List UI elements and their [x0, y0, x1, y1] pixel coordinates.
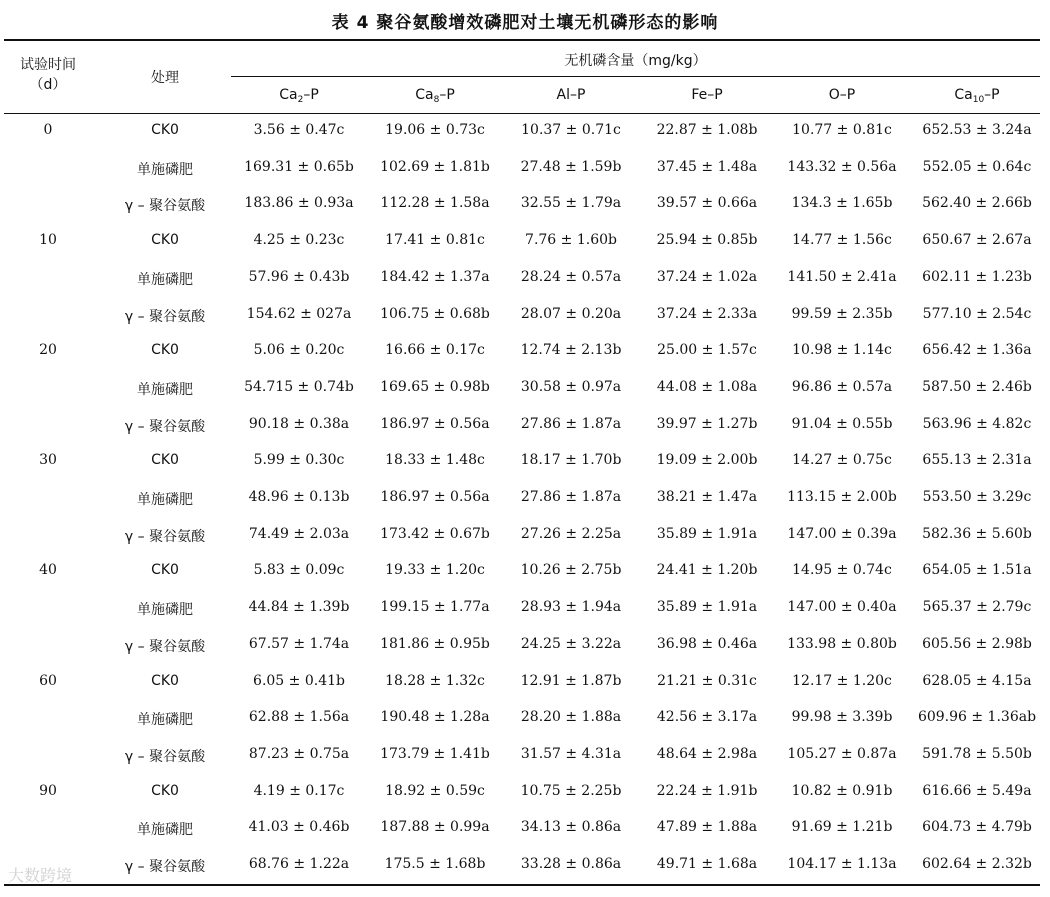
table-row [0, 297, 1050, 334]
value-cell: 74.49 ± 2.03a [248, 525, 350, 542]
value-cell: 652.53 ± 3.24a [922, 122, 1032, 138]
value-cell: 17.41 ± 0.81c [385, 232, 485, 249]
value-cell: 184.42 ± 1.37a [380, 268, 490, 285]
table-row [0, 407, 1050, 444]
value-cell: 656.42 ± 1.36a [922, 342, 1032, 359]
value-cell: 143.32 ± 0.56a [787, 158, 897, 175]
table-row [0, 664, 1050, 701]
value-cell: 3.56 ± 0.47c [253, 122, 345, 138]
value-cell: 105.27 ± 0.87a [787, 745, 897, 762]
value-cell: 33.28 ± 0.86a [520, 856, 622, 872]
value-cell: 19.33 ± 1.20c [385, 562, 485, 579]
table-row [0, 700, 1050, 737]
value-cell: 22.24 ± 1.91b [656, 782, 758, 799]
column-header-2: $Ca_8-P$ [415, 87, 455, 105]
value-cell: 133.98 ± 0.80b [787, 635, 897, 652]
value-cell: 44.84 ± 1.39b [248, 599, 350, 616]
value-cell: 18.28 ± 1.32c [385, 672, 485, 689]
value-cell: 104.17 ± 1.13a [787, 856, 897, 872]
value-cell: 10.98 ± 1.14c [792, 342, 892, 359]
value-cell: 4.19 ± 0.17c [253, 782, 345, 799]
watermark: 大数跨境 [8, 866, 73, 885]
value-cell: 36.98 ± 0.46a [656, 635, 758, 652]
table-row [0, 370, 1050, 407]
treatment-cell: CK0 [151, 562, 179, 579]
treatment-cell: CK0 [151, 452, 179, 469]
value-cell: 587.50 ± 2.46b [922, 378, 1032, 395]
value-cell: 5.06 ± 0.20c [253, 342, 345, 359]
value-cell: 39.57 ± 0.66a [656, 195, 758, 212]
value-cell: 19.06 ± 0.73c [385, 122, 485, 138]
table-row [0, 737, 1050, 774]
treatment-cell: 单施磷肥 [137, 271, 193, 288]
value-cell: 47.89 ± 1.88a [656, 819, 758, 836]
value-cell: 553.50 ± 3.29c [922, 489, 1032, 505]
treatment-cell: 单施磷肥 [137, 492, 193, 508]
value-cell: 22.87 ± 1.08b [656, 122, 758, 138]
column-header-6: $Ca_{10}-P$ [954, 87, 1000, 105]
value-cell: 28.20 ± 1.88a [520, 709, 622, 726]
column-header-5: O–P [828, 87, 856, 103]
header-sub-rule [231, 76, 1040, 77]
table-row [0, 260, 1050, 297]
treatment-cell: 单施磷肥 [137, 381, 193, 398]
value-cell: 605.56 ± 2.98b [922, 635, 1032, 652]
value-cell: 6.05 ± 0.41b [253, 672, 345, 689]
value-cell: 99.59 ± 2.35b [791, 305, 893, 322]
value-cell: 49.71 ± 1.68a [656, 856, 758, 872]
value-cell: 199.15 ± 1.77a [380, 599, 490, 616]
value-cell: 25.00 ± 1.57c [657, 342, 757, 359]
header-treatment: 处理 [151, 70, 179, 86]
value-cell: 582.36 ± 5.60b [922, 525, 1032, 542]
treatment-cell: 单施磷肥 [137, 602, 193, 619]
value-cell: 113.15 ± 2.00b [787, 489, 897, 505]
time-cell: 20 [39, 342, 57, 359]
time-cell: 40 [39, 562, 57, 579]
treatment-cell: 单施磷肥 [137, 712, 193, 729]
table-row [0, 627, 1050, 664]
table-row [0, 113, 1050, 150]
value-cell: 48.96 ± 0.13b [248, 489, 350, 505]
value-cell: 552.05 ± 0.64c [922, 158, 1032, 175]
treatment-cell: CK0 [151, 782, 179, 799]
treatment-cell: γ – 聚谷氨酸 [124, 528, 206, 545]
value-cell: 18.92 ± 0.59c [385, 782, 485, 799]
value-cell: 591.78 ± 5.50b [922, 745, 1032, 762]
time-cell: 90 [39, 782, 57, 799]
value-cell: 609.96 ± 1.36ab [917, 709, 1037, 726]
value-cell: 10.37 ± 0.71c [521, 122, 621, 138]
value-cell: 186.97 ± 0.56a [380, 415, 490, 432]
value-cell: 175.5 ± 1.68b [384, 856, 486, 872]
time-cell: 0 [43, 122, 53, 138]
value-cell: 57.96 ± 0.43b [248, 268, 350, 285]
value-cell: 27.86 ± 1.87a [520, 489, 622, 505]
value-cell: 154.62 ± 027a [246, 305, 352, 322]
value-cell: 628.05 ± 4.15a [922, 672, 1032, 689]
column-header-3: Al–P [556, 87, 586, 103]
table-row [0, 223, 1050, 260]
value-cell: 106.75 ± 0.68b [380, 305, 490, 322]
value-cell: 24.25 ± 3.22a [520, 635, 622, 652]
column-header-4: Fe–P [691, 87, 723, 103]
value-cell: 169.65 ± 0.98b [380, 378, 490, 395]
value-cell: 39.97 ± 1.27b [656, 415, 758, 432]
value-cell: 18.17 ± 1.70b [520, 452, 622, 469]
value-cell: 99.98 ± 3.39b [791, 709, 893, 726]
value-cell: 134.3 ± 1.65b [791, 195, 893, 212]
value-cell: 30.58 ± 0.97a [520, 378, 622, 395]
header-content: 无机磷含量（mg/kg） [564, 53, 707, 69]
value-cell: 18.33 ± 1.48c [385, 452, 485, 469]
value-cell: 19.09 ± 2.00b [656, 452, 758, 469]
treatment-cell: γ – 聚谷氨酸 [124, 308, 206, 325]
value-cell: 32.55 ± 1.79a [520, 195, 622, 212]
value-cell: 62.88 ± 1.56a [248, 709, 350, 726]
value-cell: 654.05 ± 1.51a [922, 562, 1032, 579]
table-row [0, 480, 1050, 517]
column-header-1: $Ca_2-P$ [279, 87, 319, 105]
value-cell: 187.88 ± 0.99a [380, 819, 490, 836]
value-cell: 37.24 ± 1.02a [656, 268, 758, 285]
table-row [0, 553, 1050, 590]
top-rule [4, 39, 1040, 41]
time-cell: 30 [39, 452, 57, 469]
value-cell: 35.89 ± 1.91a [656, 525, 758, 542]
treatment-cell: γ – 聚谷氨酸 [124, 859, 206, 875]
value-cell: 28.24 ± 0.57a [520, 268, 622, 285]
value-cell: 141.50 ± 2.41a [787, 268, 897, 285]
value-cell: 183.86 ± 0.93a [244, 195, 354, 212]
value-cell: 96.86 ± 0.57a [791, 378, 893, 395]
table-row [0, 590, 1050, 627]
header-time-line2: （d） [29, 77, 67, 93]
table-title: 表 4 聚谷氨酸增效磷肥对土壤无机磷形态的影响 [331, 13, 719, 33]
value-cell: 91.69 ± 1.21b [791, 819, 893, 836]
value-cell: 37.24 ± 2.33a [656, 305, 758, 322]
value-cell: 54.715 ± 0.74b [244, 378, 354, 395]
bottom-rule [4, 884, 1040, 886]
value-cell: 147.00 ± 0.39a [787, 525, 897, 542]
value-cell: 87.23 ± 0.75a [248, 745, 350, 762]
value-cell: 12.91 ± 1.87b [520, 672, 622, 689]
value-cell: 5.99 ± 0.30c [253, 452, 345, 469]
value-cell: 186.97 ± 0.56a [380, 489, 490, 505]
table-row [0, 517, 1050, 554]
header-time [8, 55, 88, 95]
value-cell: 577.10 ± 2.54c [922, 305, 1032, 322]
value-cell: 10.26 ± 2.75b [520, 562, 622, 579]
value-cell: 650.67 ± 2.67a [922, 232, 1032, 249]
time-cell: 60 [39, 672, 57, 689]
treatment-cell: γ – 聚谷氨酸 [124, 418, 206, 435]
table-row [0, 810, 1050, 847]
treatment-cell: γ – 聚谷氨酸 [124, 638, 206, 655]
value-cell: 27.26 ± 2.25a [520, 525, 622, 542]
treatment-cell: CK0 [151, 232, 179, 249]
table-row [0, 774, 1050, 811]
value-cell: 31.57 ± 4.31a [520, 745, 622, 762]
value-cell: 37.45 ± 1.48a [656, 158, 758, 175]
value-cell: 14.77 ± 1.56c [792, 232, 892, 249]
value-cell: 27.86 ± 1.87a [520, 415, 622, 432]
value-cell: 25.94 ± 0.85b [656, 232, 758, 249]
value-cell: 12.17 ± 1.20c [792, 672, 892, 689]
value-cell: 181.86 ± 0.95b [380, 635, 490, 652]
treatment-cell: CK0 [151, 122, 179, 138]
value-cell: 41.03 ± 0.46b [248, 819, 350, 836]
value-cell: 91.04 ± 0.55b [791, 415, 893, 432]
value-cell: 147.00 ± 0.40a [787, 599, 897, 616]
value-cell: 602.64 ± 2.32b [922, 856, 1032, 872]
treatment-cell: CK0 [151, 342, 179, 359]
value-cell: 14.95 ± 0.74c [792, 562, 892, 579]
value-cell: 112.28 ± 1.58a [380, 195, 490, 212]
treatment-cell: γ – 聚谷氨酸 [124, 748, 206, 765]
table-row [0, 443, 1050, 480]
value-cell: 90.18 ± 0.38a [248, 415, 350, 432]
value-cell: 48.64 ± 2.98a [656, 745, 758, 762]
value-cell: 563.96 ± 4.82c [922, 415, 1032, 432]
value-cell: 68.76 ± 1.22a [248, 856, 350, 872]
value-cell: 27.48 ± 1.59b [520, 158, 622, 175]
value-cell: 35.89 ± 1.91a [656, 599, 758, 616]
value-cell: 190.48 ± 1.28a [380, 709, 490, 726]
value-cell: 42.56 ± 3.17a [656, 709, 758, 726]
value-cell: 14.27 ± 0.75c [792, 452, 892, 469]
value-cell: 10.75 ± 2.25b [520, 782, 622, 799]
table-row [0, 847, 1050, 884]
treatment-cell: 单施磷肥 [137, 822, 193, 839]
value-cell: 38.21 ± 1.47a [656, 489, 758, 505]
table-row [0, 186, 1050, 223]
value-cell: 44.08 ± 1.08a [656, 378, 758, 395]
value-cell: 173.79 ± 1.41b [380, 745, 490, 762]
value-cell: 616.66 ± 5.49a [922, 782, 1032, 799]
value-cell: 16.66 ± 0.17c [385, 342, 485, 359]
value-cell: 562.40 ± 2.66b [922, 195, 1032, 212]
value-cell: 12.74 ± 2.13b [520, 342, 622, 359]
value-cell: 5.83 ± 0.09c [253, 562, 345, 579]
time-cell: 10 [39, 232, 57, 249]
value-cell: 28.93 ± 1.94a [520, 599, 622, 616]
value-cell: 173.42 ± 0.67b [380, 525, 490, 542]
table-row [0, 150, 1050, 187]
value-cell: 10.77 ± 0.81c [792, 122, 892, 138]
value-cell: 10.82 ± 0.91b [791, 782, 893, 799]
value-cell: 4.25 ± 0.23c [253, 232, 345, 249]
value-cell: 24.41 ± 1.20b [656, 562, 758, 579]
header-time-line1: 试验时间 [20, 57, 76, 73]
value-cell: 102.69 ± 1.81b [380, 158, 490, 175]
value-cell: 655.13 ± 2.31a [922, 452, 1032, 469]
value-cell: 34.13 ± 0.86a [520, 819, 622, 836]
treatment-cell: γ – 聚谷氨酸 [124, 198, 206, 215]
value-cell: 169.31 ± 0.65b [244, 158, 354, 175]
value-cell: 604.73 ± 4.79b [922, 819, 1032, 836]
table-row [0, 333, 1050, 370]
treatment-cell: CK0 [151, 672, 179, 689]
value-cell: 565.37 ± 2.79c [922, 599, 1032, 616]
value-cell: 602.11 ± 1.23b [922, 268, 1032, 285]
value-cell: 21.21 ± 0.31c [657, 672, 757, 689]
value-cell: 67.57 ± 1.74a [248, 635, 350, 652]
treatment-cell: 单施磷肥 [137, 161, 193, 178]
value-cell: 7.76 ± 1.60b [525, 232, 617, 249]
value-cell: 28.07 ± 0.20a [520, 305, 622, 322]
